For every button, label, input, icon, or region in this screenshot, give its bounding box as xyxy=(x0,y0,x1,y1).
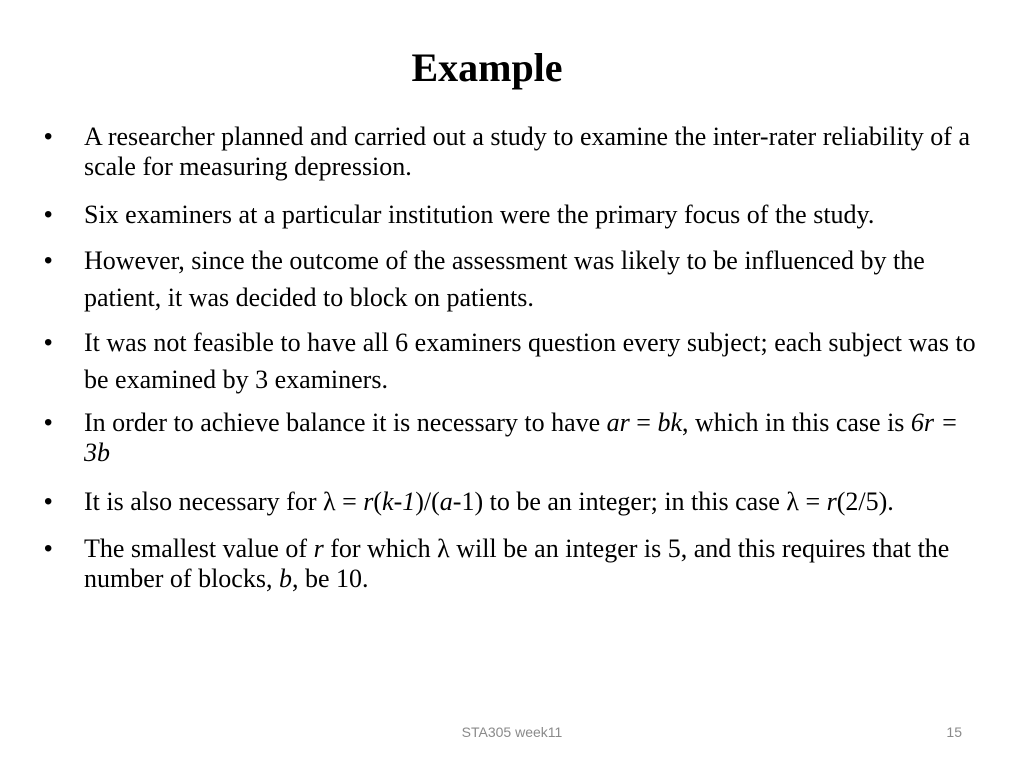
bullet-item xyxy=(44,122,984,182)
slide-title: Example xyxy=(411,45,563,90)
bullet-list xyxy=(44,122,984,594)
bullet-icon: • xyxy=(44,409,53,436)
bullet-text: It is also necessary for λ = r(k-1)/(a-1) to be an integer; in this case λ = r(2/5). xyxy=(84,487,894,516)
bullet-icon: • xyxy=(44,329,53,356)
bullet-text: In order to achieve balance it is necessary to have ar = bk, which in this case is 6r = 3b xyxy=(84,408,959,467)
bullet-item xyxy=(44,324,984,398)
bullet-icon: • xyxy=(44,201,53,228)
bullet-text: It was not feasible to have all 6 examiners question every subject; each subject was to be examined by 3 examiners. xyxy=(84,328,976,394)
bullet-icon: • xyxy=(44,123,53,150)
bullet-text: However, since the outcome of the assessment was likely to be influenced by the patient, it was decided to block on patients. xyxy=(84,246,925,312)
bullet-text: A researcher planned and carried out a study to examine the inter-rater reliability of a scale for measuring depression. xyxy=(84,122,970,181)
footer-course-label: STA305 week11 xyxy=(461,724,563,740)
bullet-icon: • xyxy=(44,488,53,515)
bullet-icon: • xyxy=(44,247,53,274)
bullet-text: Six examiners at a particular institution were the primary focus of the study. xyxy=(84,200,875,229)
bullet-item xyxy=(44,534,984,594)
bullet-item xyxy=(44,408,984,468)
bullet-item xyxy=(44,200,984,230)
bullet-icon: • xyxy=(44,535,53,562)
footer-page-number: 15 xyxy=(946,724,962,740)
bullet-text: The smallest value of r for which λ will be an integer is 5, and this requires that the number of blocks, b, be 10. xyxy=(84,534,950,593)
bullet-item xyxy=(44,242,984,316)
bullet-item xyxy=(44,483,984,520)
